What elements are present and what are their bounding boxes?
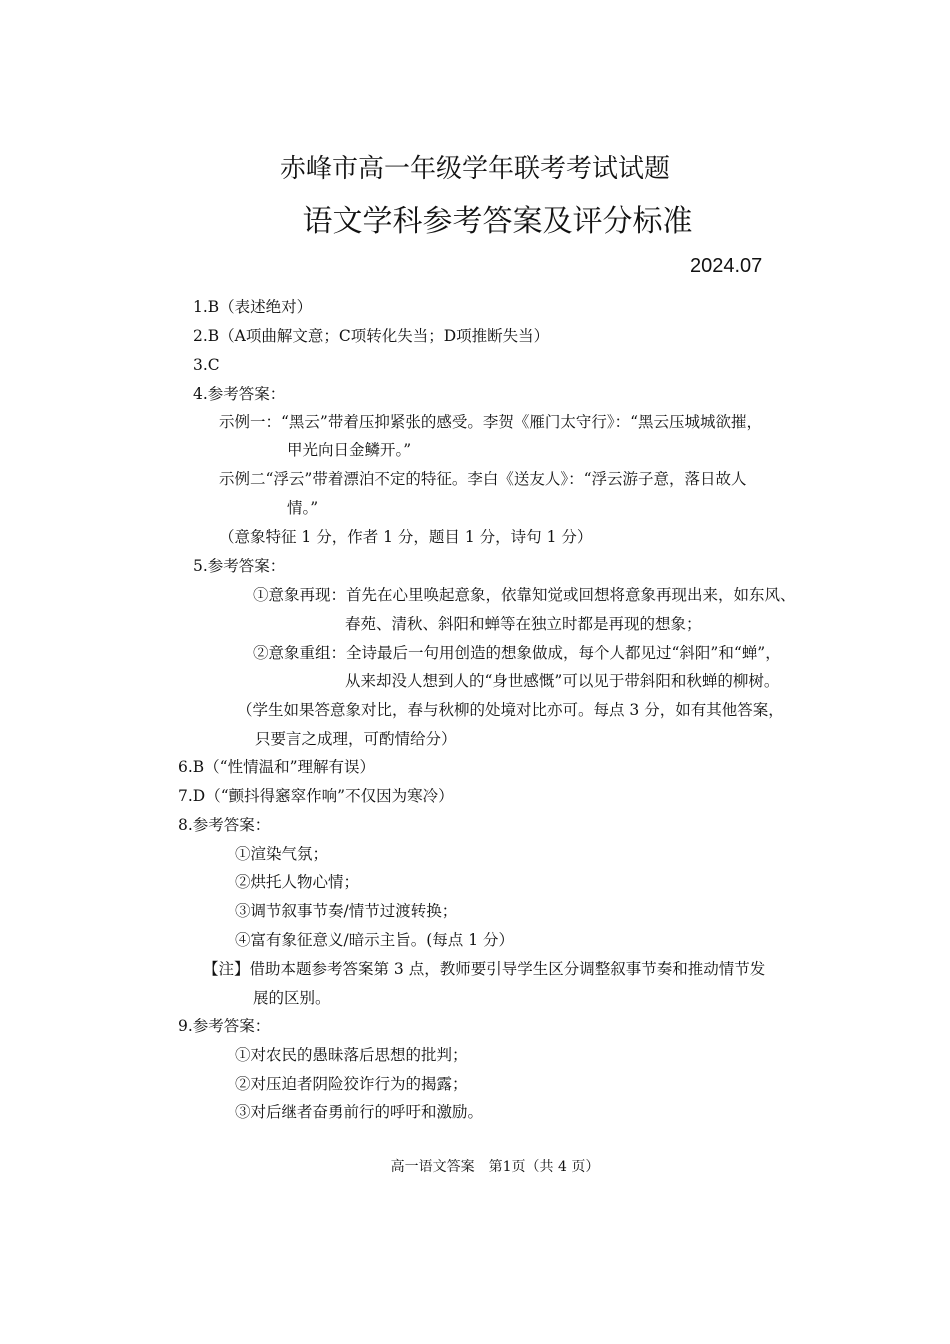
exam-date: 2024.07 [690, 255, 763, 277]
answer-q8-note-line1: 【注】借助本题参考答案第 3 点，教师要引导学生区分调整叙事节奏和推动情节发 [203, 960, 766, 978]
answer-q8-item1: ①渲染气氛； [235, 845, 329, 863]
answer-q8-note-line2: 展的区别。 [253, 989, 331, 1007]
answer-q4-example1-line2: 甲光向日金鳞开。” [287, 441, 412, 459]
answer-q2: 2.B（A项曲解文意；C项转化失当；D项推断失当） [193, 327, 550, 345]
answer-q8-heading: 8.参考答案： [178, 816, 271, 834]
answer-q8-item3: ③调节叙事节奏/情节过渡转换； [235, 902, 458, 920]
answer-q5-note-line1: （学生如果答意象对比，春与秋柳的处境对比亦可。每点 3 分，如有其他答案， [237, 701, 784, 719]
answer-q7: 7.D（“颤抖得窸窣作响”不仅因为寒冷） [178, 787, 454, 805]
answer-q4-heading: 4.参考答案： [193, 385, 286, 403]
answer-q5-heading: 5.参考答案： [193, 557, 286, 575]
answer-q9-item1: ①对农民的愚昧落后思想的批判； [235, 1046, 468, 1064]
answer-q5-point1-line1: ①意象再现：首先在心里唤起意象，依靠知觉或回想将意象再现出来，如东风、 [253, 586, 796, 604]
answer-q9-item2: ②对压迫者阴险狡诈行为的揭露； [235, 1075, 468, 1093]
answer-q5-note-line2: 只要言之成理，可酌情给分） [255, 730, 457, 748]
answer-q9-item3: ③对后继者奋勇前行的呼吁和激励。 [235, 1103, 484, 1121]
answer-q4-scoring: （意象特征 1 分，作者 1 分，题目 1 分，诗句 1 分） [219, 528, 593, 546]
answer-q8-item2: ②烘托人物心情； [235, 873, 360, 891]
answer-q8-item4: ④富有象征意义/暗示主旨。(每点 1 分） [235, 931, 514, 949]
answer-q3: 3.C [193, 356, 220, 374]
answer-q4-example1-line1: 示例一：“黑云”带着压抑紧张的感受。李贺《雁门太守行》：“黑云压城城欲摧， [219, 413, 763, 431]
answer-q4-example2-line2: 情。” [287, 499, 319, 517]
answer-q5-point1-line2: 春苑、清秋、斜阳和蝉等在独立时都是再现的想象； [345, 615, 702, 633]
answer-q5-point2-line1: ②意象重组：全诗最后一句用创造的想象做成，每个人都见过“斜阳”和“蝉”， [253, 644, 781, 662]
document-subtitle: 语文学科参考答案及评分标准 [302, 204, 693, 239]
answer-q6: 6.B（“性情温和”理解有误） [178, 758, 376, 776]
answer-q4-example2-line1: 示例二“浮云”带着漂泊不定的特征。李白《送友人》：“浮云游子意，落日故人 [219, 470, 747, 488]
exam-title: 赤峰市高一年级学年联考考试试题 [279, 154, 670, 184]
answer-q1: 1.B（表述绝对） [193, 298, 313, 316]
answer-q9-heading: 9.参考答案： [178, 1017, 271, 1035]
page-footer: 高一语文答案 第1页（共 4 页） [390, 1159, 600, 1175]
answer-q5-point2-line2: 从来却没人想到人的“身世感慨”可以见于带斜阳和秋蝉的柳树。 [345, 672, 780, 690]
